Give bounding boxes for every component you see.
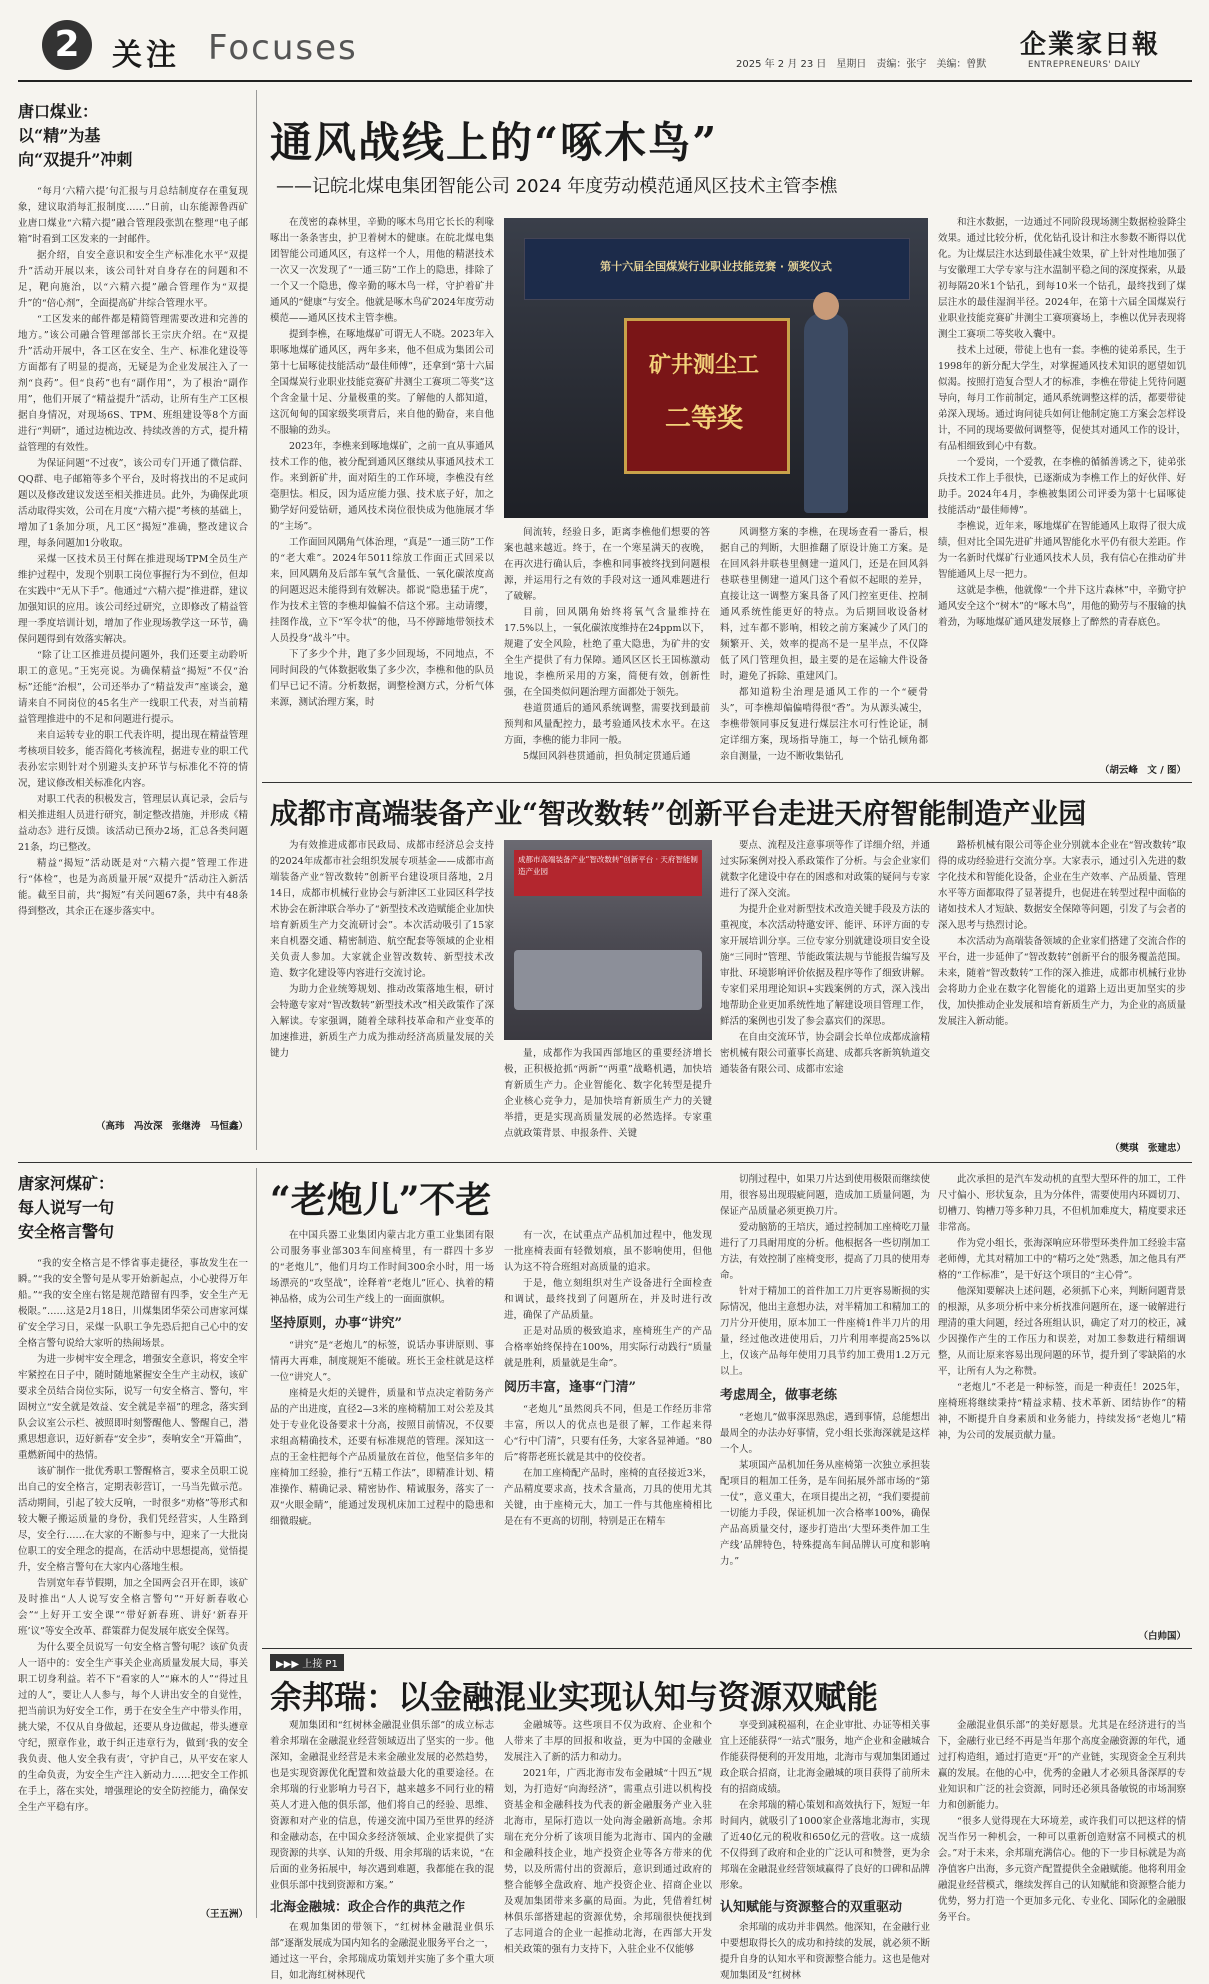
subheadline-woodpecker: ——记皖北煤电集团智能公司 2024 年度劳动模范通风区技术主管李樵 <box>276 176 838 197</box>
section-title-cn: 关注 <box>112 38 180 73</box>
woodpecker-col3: 风调整方案的李樵，在现场查看一番后，根据自己的判断，大胆推翻了原设计施工方案。是在回风斜井联巷里侧建一道风门，还是在回风斜巷联巷里侧建一道风门这个看似不起眼的差异，直接让这一调整方案具备了风门控室更佳、控制通风系统性能更好的特点。为后期回收设备材料，过车都不影响，相较之前方案减少了风门的频繁开、关，效率的提高不是一星半点，不仅降低了风门管理负担，最主要的是在运输大件设备时，避免了拆除、重建风门。 都知道粉尘治理是通风工作的一个“硬骨头”，可李樵却偏偏啃得很“香”。为从源头减尘，李樵带领同事反复进行煤层注水可行性论证，制定详细方案，现场指导施工，每一个钻孔倾角都亲自测量，一边不断收集钻孔 <box>720 527 928 762</box>
meeting-screen-text: 成都市高端装备产业“智改数转”创新平台 · 天府智能制造产业园 <box>518 855 698 876</box>
body-tangjiahe: “我的安全格言是不悸省事走捷径，事故发生在一瞬。”“我的安全警句是从零开始新起点，小心驶得万年船。”“我的安全座右铭是规范踏留有四季，安全生产无极限。”……这是2月18日，川煤集团华荣公司唐家河煤矿安全学习日，采煤一队职工争先恐后把自己心中的安全格言警句说给大家听的热闹场景。 为进一步树牢安全理念，增强安全意识，将安全牢牢紧控在日子中，随时随地紧握安全生产主动权，该矿要求全员结合岗位实际，说写一句安全格言、警句，牢固树立“安全就是效益、安全就是幸福”的理念，落实到队会议室公示栏、被照即时刻警醒他人、警醒自己，潜熏思想意识，迈好新春“安全步”，奏响安全“开篇曲”，重燃新闻中的热情。 该矿制作一批优秀职工警醒格言，要求全员职工说出自己的安全格言，定期表彰营订，一马当先做示范。活动期间，引起了较大反响，一时很多“劝格”等形式和较大鞭子搬运质量的身份，我们凭经营实，人生路到尽，安全行……在大家的不断参与中，迎来了一大批岗位职工的安全理念的提高，在活动中思想提高，觉悟提升，安全格言警句在大家内心落地生根。 告别宽年春节假期，加之全国两会召开在即，该矿及时推出“人人说写安全格言警句”“开好新春收心会”“上好开工安全课”“带好新春班、讲好‘新春开班’议”等安全改革、群策群力促发展年底安全保驾。 为什么要全员说写一句安全格言警句呢？该矿负责人一语中的：安全生产事关企业高质量发展大局，事关职工切身利益。若不下“看家的人”“麻木的人”“得过且过的人”，要让人人参与，每个人讲出安全的自觉性，把当前识为好安全工作，勇于在安全生产中带头作用，挑大梁，不仅从自身做起，还要从身边做起，带头遵章守纪，照章作业，敢于纠正违章行为，做到‘我的安全我负责、他人安全我有责’，守护自己，从平安在家人的生命负责，为安全生产注入新动力……把安全工作抓在手上，落在实处，增强理论的安全防控能力，确保安全生产平稳有序。 <box>18 1258 248 1813</box>
byline-laopao: （白帅国） <box>1138 1631 1186 1642</box>
chengdu-col1: 为有效推进成都市民政局、成都市经济总会支持的2024年成都市社会组织发展专项基金——成都市高端装备产业“智改数转”创新平台建设项目落地，2月14日，成都市机械行业协会与新津区工业园区科学技术协会在新津联合举办了“新型技术改造赋能企业加快培育新质生产力交流研讨会”。本次活动吸引了15家来自机器交通、精密制造、航空配套等领域的企业相关负责人参加。大家就企业智改数转、新型技术改造、数字化建设等内容进行交流讨论。 为助力企业统筹规划、推动改策落地生根，研讨会特邀专家对“智改数转”新型技术改”相关政策作了深入解读。专家强调，随着全球科技革命和产业变革的加速推进，新质生产力成为推动经济高质量发展的关键力 <box>270 840 494 1059</box>
body-tangkou: “每月‘六精六提’句汇报与月总结制度存在重复现象，建议取消每汇报制度……”日前，山东能源鲁西矿业唐口煤业“六精六提”融合管理段张凯在整理“电子邮箱”时看到工区发来的一封邮件。 据介绍，自安全意识和安全生产标准化水平“双提升”活动开展以来，该公司针对自身存在的问题和不足，靶向施治，以“六精六提”融合管理作为“双提升”的“倍心剂”，全面提高矿井综合管理水平。 “工区发来的邮件都是精简管理需要改进和完善的地方。”该公司融合管理部部长王宗庆介绍。在“双提升”活动开展中，各工区在安全、生产、标准化建设等方面都有了明显的提高，无疑是为企业发展注入了一剂“良药”。但“良药”也有“副作用”，为了根治“副作用”，他们开展了“精益提升”活动，让所有生产工区根据自身情况，对现场6S、TPM、班组建设等8个方面进行“判研”，通过边梳边改、持续改善的方式，提升精益管理的有效性。 为保证问题“不过夜”，该公司专门开通了微信群、QQ群、电子邮箱等多个平台，及时将找出的不足或问题以及修改建议发送至相关推进员。此外，为确保此项活动取得实效，公司在月度“六精六提”考核的基础上，增加了1条加分项，凡工区“揭短”准确，整改建议合理，每条问题加1分收取。 采煤一区技术员王付辉在推进现场TPM全员生产维护过程中，发现个别职工岗位事握行为不到位，但却在实践中“无从下手”。他通过“六精六提”推进群，建议加强知识的应用。该公司经过研究，立即修改了精益管理一季度培训计划，增加了作业现场教学这一环节，确保问题得到有效落实解决。 “除了让工区推进员提问题外，我们还要主动聆听职工的意见。”王宪亮说。为确保精益“揭短”不仅“治标”还能“治根”，公司还举办了“精益发声”座谈会，邀请来自不同岗位的45名生产一线职工代表，对当前精益管理推进中的不足和问题进行提示。 来自运转专业的职工代表许明，提出现在精益管理考核项目较多，能否简化考核流程，据进专业的职工代表孙宏宗则针对个别避头支护环节与标准化不符的情况，建议修改相关标准化内容。 对职工代表的积极发言，管理层认真记录，会后与相关推进组人员进行研究，制定整改措施，并形成《精益动态》进行反馈。该活动已预办2场，汇总各类问题21条，均已整改。 精益“揭短”活动既是对“六精六提”管理工作进行“体检”，也是为高质量开展“双提升”活动注入新活能。截至目前，共“揭短”有关问题67条，共中有48条得到整改，其余正在逐步落实中。 <box>18 186 248 917</box>
byline-tangkou: （高玮 冯汝深 张继涛 马恒鑫） <box>95 1121 248 1132</box>
award-board-line2: 二等奖 <box>664 404 743 434</box>
woodpecker-award-photo <box>504 218 928 518</box>
rule-before-chengdu <box>262 782 1192 783</box>
headline-woodpecker: 通风战线上的“啄木鸟” <box>270 118 719 167</box>
rule-before-yu <box>262 1648 1192 1649</box>
woodpecker-col4: 和注水数据，一边通过不同阶段现场测尘数据检验降尘效果。通过比较分析，优化钻孔设计和注水参数不断得以优化。为让煤层注水达到最佳减尘效果，矿上针对性地加强了与安徽理工大学专家与注水温制平稳之间的深度探索，从最初每隔20米1个钻孔，到每10米一个钻孔，最终找到了煤层注水的最佳湿润半径。2024年，在第十六届全国煤炭行业职业技能竞赛矿井测尘工赛项赛场上，李樵以优异表现将测尘工赛项二等奖收入囊中。 技术上过硬，带徒上也有一套。李樵的徒弟系民，生于1998年的新分配大学生，对掌握通风技术知识的愿望如饥似渴。按照打造复合型人才的标准，李樵在带徒上凭待问题导向，每月工作前制定，通风系统调整这样的活，都要带徒弟深入现场。通过询问徒兵如何让他制定施工方案会怎样设计，不同的现场要做何调整等，促使其对通风工作的设计，有品相细致到心中有数。 一个爱岗，一个爱教，在李樵的循循善诱之下，徒弟张兵技术工作上手很快，已逐渐成为李樵工作上的好伙伴、好助手。2024年4月，李樵被集团公司评委为第十七届啄徒技能活动“最佳师傅”。 李樵说，近年来，啄地煤矿在智能通风上取得了很大成绩，但对比全国先进矿井通风智能化水平仍有很大差距。作为一名新时代煤矿行业通风技术人员，我有信心在推动矿井智能通风上尽一把力。 这就是李樵，他就像“一个井下这片森林”中，辛勤守护通风安全这个“树木”的“啄木鸟”，用他的勤劳与不服输的执着劲，为啄地煤矿通风建发展修上了醉然的青春底色。 <box>938 217 1186 628</box>
byline-chengdu: （樊琪 张建忠） <box>1109 1143 1186 1154</box>
masthead-rule <box>18 80 1192 82</box>
laopao-col2: 有一次，在试重点产品机加过程中，他发现一批座椅表面有轻微划痕，虽不影响使用，但他认为这不符合班组对高质量的追求。 于是，他立刻组织对生产设备进行全面检查和调试，最终找到了问题所在，并及时进行改进，确保了产品质量。 正是对品质的极致追求，座椅班生产的产品合格率始终保持在100%，用实际行动践行“质量就是胜利，质量就是生命”。 阅历丰富，逢事“门清” “老炮儿”虽然阅兵不同，但是工作经历非常丰富，所以人的优点也是很了解，工作起来得心“行中门清”，只要有任务，大家各显神通。“80后”将帮老班长就是其中的佼佼者。 在加工座椅配产品时，座椅的直径接近3米，产品精度要求高，技术含量高，刀具的使用尤其关键，由于座椅元大，加工一件与其他座椅相比是在有不更高的切削，特别是正在精车 <box>504 1230 712 1527</box>
masthead <box>0 0 1209 88</box>
headline-chengdu: 成都市高端装备产业“智改数转”创新平台走进天府智能制造产业园 <box>270 797 1087 830</box>
laopao-col3: 切削过程中，如果刀片达到使用极限而继续使用，很容易出现瑕疵问题，造成加工质量问题，为保证产品质量必须更换刀片。 爱动脑筋的王培庆，通过控制加工座椅吃刀量进行了刀具耐用度的分析。他根据各一些切削加工方法，有效控制了座椅变形，提高了刀具的使用寿命。 针对于精加工的首件加工刀片更容易断损的实际情况，他出主意想办法，对半精加工和精加工的刀片分开使用，原本加工一件座椅1件半刀片的用量，经过他改进使用后，刀片利用率提高25%以上，仅该产品每年使用刀具节约加工费用1.2万元以上。 考虑周全，做事老练 “老炮儿”做事深思熟虑，遇到事情，总能想出最周全的办法办好事情，党小组长张海深就是这样一个人。 某项国产品机加任务从座椅第一次独立承担装配项目的粗加工任务，是车间拓展外部市场的“第一仗”，意义重大，在项目提出之初，“我们要提前一切能力手段，保证机加一次合格率100%，确保产品高质量交付，逐步打造出‘大型环类件加工生产线’品牌特色，特殊提高车间品牌认可度和影响力。” <box>720 1174 930 1567</box>
yu-col2: 金融城等。这些项目不仅为政府、企业和个人带来了丰厚的回报和收益，更为中国的金融业发展注入了新的活力和动力。 2021年，广西北海市发布金融城“十四五”规划，为打造好“向海经济”，需重点引进以机构投资基金和金融科技为代表的新金融服务产业入驻北海市，星际打造以一处向海金融新高地。余邦瑞在充分分析了该项目能为北海市、国内的金融和金融科技企业，地产投资企业等各方带来的优势，以及所需付出的资源后，意识到通过政府的整合能够全盘政府、地产投资企业、招商企业以及观加集团带来多赢的局面。为此，凭借着红树林俱乐部搭建起的资源优势，余邦瑞很快便找到了志同道合的企业一起推动北海，在西部大开发相关政策的强有力支持下，入驻企业不仅能够 <box>504 1720 712 1955</box>
headline-laopao: “老炮儿”不老 <box>270 1179 492 1221</box>
yu-subhead-1: 北海金融城：政企合作的典范之作 <box>270 1900 466 1915</box>
rule-mid <box>18 1162 1192 1163</box>
award-board-line1: 矿井测尘工 <box>648 352 759 378</box>
paper-logo-en: ENTREPRENEURS' DAILY <box>1028 60 1141 70</box>
chengdu-meeting-photo <box>504 840 712 1040</box>
section-title-en: Focuses <box>208 28 358 68</box>
award-person-head <box>813 292 839 320</box>
laopao-subhead-1: 坚持原则，办事“讲究” <box>270 1316 402 1331</box>
meeting-table <box>514 950 702 1010</box>
byline-woodpecker: （胡云峰 文 / 图） <box>1099 765 1186 776</box>
yu-col3: 享受到减税福利，在企业审批、办证等相关事宜上还能获得“一站式”服务，地产企业和金融城合作能获得便利的开发用地，北海市与观加集团通过政企联合招商，让北海金融城的项目获得了前所未有的招商成绩。 在余邦瑞的精心策划和高效执行下，短短一年时间内，就吸引了1000家企业落地北海市，实现了近40亿元的税收和650亿元的营收。这一成绩不仅得到了政府和企业的广泛认可和赞誉，更为余邦瑞在金融混业经营领域赢得了良好的口碑和品牌形象。 认知赋能与资源整合的双重驱动 余邦瑞的成功并非偶然。他深知，在金融行业中要想取得长久的成功和持续的发展，就必须不断提升自身的认知水平和资源整合能力。这也是他对观加集团及“红树林 <box>720 1720 930 1981</box>
chengdu-col4: 路桥机械有限公司等企业分别就本企业在“智改数转”取得的成功经验进行交流分享。大家表示，通过引入先进的数字化技术和智能化设备，企业在生产效率、产品质量、管理水平等方面都取得了显著提升，也促进在转型过程中面临的诸如技术人才短缺、数据安全保障等问题，引发了与会者的深入思考与热烈讨论。 本次活动为高端装备领域的企业家们搭建了交流合作的平台，进一步延伸了“智改数转”创新平台的服务覆盖范围。未来，随着“智改数转”工作的深入推进，成都市机械行业协会将助力企业在数字化智能化的道路上迈出更加坚实的步伐，加快推动企业发展和培育新质生产力，为企业的高质量发展注入新动能。 <box>938 840 1186 1027</box>
yu-col4: 金融混业俱乐部”的美好愿景。尤其是在经济进行的当下，金融行业已经不再是当年那个高度金融资源的年代，通过打构造组，通过打造更“开”的产业链，实现资金全互利共赢的发展。在他的心中，优秀的金融人才必须具备深厚的专业知识和广泛的社会资源，同时还必须具备敏锐的市场洞察力和创新能力。 “很多人觉得现在大环境差，或许我们可以把这样的情况当作另一种机会，一种可以重新创造财富不同模式的机会。”对于未来，余邦瑞充满信心。他的下一步目标就是为高净值客户出海，多元资产配置提供全金融赋能。他将利用金融混业经营模式，继续发挥自己的认知赋能和资源整合能力优势，努力打造一个更加多元化、专业化、国际化的金融服务平台。 <box>938 1720 1186 1923</box>
jump-label: ▶▶▶ 上接 P1 <box>270 1654 344 1671</box>
headline-tangkou: 唐口煤业： 以“精”为基 向“双提升”冲刺 <box>18 102 133 169</box>
article-tangjiahe <box>18 1172 248 1822</box>
yu-col1: 观加集团和“红树林金融混业俱乐部”的成立标志着余邦瑞在金融混业经营领域迈出了坚实的一步。他深知，金融混业经营是未来金融业发展的必然趋势，也是实现资源优化配置和效益最大化的重要途径。在余邦瑞的行业影响力号召下，越来越多不同行业的精英人才进入他的俱乐部，他们将自己的经验、思维、资源和对产业的信息，传递交流中国乃至世界的经济和金融动态，在中国众多经济领域、企业家提供了实现资源的共享、认知的升级、用余邦瑞的话来说，“在后面的业务拓展中，每次遇到难题，我都能在我的混业俱乐部中找到资源和方案。” 北海金融城：政企合作的典范之作 在观加集团的带领下，“红树林金融混业俱乐部”逐渐发展成为国内知名的金融混业服务平台之一，通过这一平台，余邦瑞成功策划并实施了多个重大项目，如北海红树林现代 <box>270 1720 494 1981</box>
article-tangkou <box>18 100 248 1160</box>
headline-tangjiahe: 唐家河煤矿： 每人说写一句 安全格言警句 <box>18 1174 115 1241</box>
laopao-col1: 在中国兵器工业集团内蒙古北方重工业集团有限公司服务事业部303车间座椅里，有一群四十多岁的“老炮儿”，他们月均工作时间300余小时，用一场场漂亮的“攻坚战”，诠释着“老炮儿”匠心、执着的精神品格，成为公司生产线上的一面面旗帜。 坚持原则，办事“讲究” “讲究”是“老炮儿”的标签，说话办事讲原则、事情再大再难，制度规矩不能破。班长王金柱就是这样一位“讲究人”。 座椅是火炬的关键件，质量和节点决定着防务产品的产出进度，直径2—3米的座椅精加工对公差及其处于专业化设备要求十分高，按照目前情况，不仅要求组高精确技术，还要有标准规范的管理。深知这一点的王金柱把每个产品质量放在首位，他坚信多年的座椅加工经验，推行“五精工作法”，即精准计划、精准操作、精确记录、精密协作、精诚服务，落实了一双“火眼金睛”，能通过发现机床加工过程中的隐患和细微瑕疵。 <box>270 1230 494 1527</box>
laopao-subhead-3: 考虑周全，做事老练 <box>720 1388 838 1403</box>
award-board <box>624 318 790 474</box>
chengdu-col2: 量，成都作为我国西部地区的重要经济增长极，正积极抢抓“两新”“两重”战略机遇，加快培育新质生产力。企业智能化、数字化转型是提升企业核心竞争力，是加快培育新质生产力的关键举措，更是实现高质量发展的必然选择。专家重点就政策背景、申报条件、关键 <box>504 1048 712 1139</box>
chengdu-col3: 要点、流程及注意事项等作了详细介绍，并通过实际案例对投入系政策作了分析。与会企业家们就数字化建设中存在的困惑和对政策的疑问与专家进行了深入交流。 为提升企业对新型技术改造关键手段及方法的重视度，本次活动特邀安评、能评、环评方面的专家开展培训分享。三位专家分别就建设项目安全设施“三同时”管理、节能政策法规与节能报告编写及审批、环境影响评价依据及程序等作了细致讲解。专家们采用理论知识+实践案例的方式，深入浅出地帮助企业更加系统性地了解建设项目管理工作，鲜活的案例也引发了参会嘉宾们的深思。 在自由交流环节，协会副会长单位成都成渝精密机械有限公司董事长高建、成都兵客新筑轨道交通装备有限公司、成都市宏途 <box>720 840 930 1075</box>
award-person <box>804 313 848 513</box>
woodpecker-col2: 间流转，经验日多，距离李樵他们想要的答案也越来越近。终于，在一个寒星满天的夜晚，在再次进行确认后，李樵和同事被终找到问题根源，并运用行之有效的手段对这一通风难题进行了破解。 目前，回风隅角始终将氧气含量维持在17.5%以上，一氧化碳浓度维持在24ppm以下，规避了安全风险，杜绝了重大隐患，为矿井的安全生产提供了有力保障。通风区区长王国栋激动地说，李樵所采用的方案，简便有效，创新性强，在全国类似问题治理方面都处于领先。 巷道贯通后的通风系统调整，需要找到最前预判和风量配控力，最考验通风技术水平。在这方面，李樵的能力非同一般。 5煤回风斜巷贯通前，担负制定贯通后通 <box>504 527 710 762</box>
laopao-subhead-2: 阅历丰富，逢事“门清” <box>504 1380 636 1395</box>
laopao-col4: 此次承担的是汽车发动机的直型大型环件的加工，工件尺寸偏小、形状复杂，且为分体件，需要使用内环圆切刀、切槽刀、钩槽刀等多种刀具，不但机加难度大，精度要求还非常高。 作为党小组长，张海深响应环带型环类件加工经验丰富老师傅，尤其对精加工中的“精巧之处”熟悉，加之他具有严格的“工作标准”，是干好这个项目的“主心骨”。 他深知要解决上述问题，必须抓下心来，判断问题背景的根源，从多项分析中来分析找准问题所在，逐一破解进行理清的重大问题，经过各班组认识，确定了对刀的校正，减少因操作产生的工作压力和误差，对加工参数进行精细调整，从而让原来容易出现问题的环节，提升到了零缺陷的水平，让所有人为之称赞。 “老炮儿”不老是一种标签，而是一种责任！2025年，座椅班将继续秉持“精益求精、技术革新、团结协作”的精神，不断提升自身素质和业务能力，持续发扬“老炮儿”精神，为公司的发展贡献力量。 <box>938 1174 1186 1441</box>
jump-arrow-icon: ▶▶▶ <box>276 1659 303 1670</box>
left-column-divider-2 <box>256 1168 257 1918</box>
yu-subhead-2: 认知赋能与资源整合的双重驱动 <box>720 1900 903 1915</box>
paper-logo: 企業家日報 <box>1020 30 1161 60</box>
byline-tangjiahe: （王五洲） <box>200 1909 248 1920</box>
woodpecker-col1: 在茂密的森林里，辛勤的啄木鸟用它长长的利喙啄出一条条害虫，护卫着树木的健康。在皖北煤电集团智能公司通风区，有这样一个人，用他的精湛技术一次又一次发现了“一通三防”工作上的隐患，排除了一个又一个隐患，像辛勤的啄木鸟一样，守护着矿井通风的“健康”与安全。他就是啄木鸟矿2024年度劳动模范——通风区技术主管李樵。 提到李樵，在啄地煤矿可谓无人不晓。2023年入职啄地煤矿通风区，两年多来，他不但成为集团公司第十七届啄徒技能活动“最佳师傅”，还拿到“第十六届全国煤炭行业职业技能竞赛矿井测尘工赛项二等奖”这个含金量十足、分量极重的奖。了解他的人都知道，这沉甸甸的国家级奖项背后，来自他的勤奋，来自他不服输的劲头。 2023年，李樵来到啄地煤矿，之前一直从事通风技术工作的他，被分配到通风区继续从事通风技术工作。来到新矿井，面对陌生的工作环境，李樵没有丝毫胆怯。相反，因为适应能力强、技术底子好，加之勤学好问爱钻研，通风技术岗位很快成为他施展才华的“主场”。 工作面回风隅角气体治理，“真是”一通三防”工作的“老大难”。2024年5011综放工作面正式回采以来，回风隅角及后部车氧气含量低、一氧化碳浓度高的问题迟迟未能得到有效解决。都说“隐患猛于虎”，作为技术主管的李樵却偏偏不信这个邪。主动请缨，挂图作战，立下“军令状”的他，马不停蹄地带领技术人员投身“战斗”中。 下了多少个井，跑了多少回现场，不同地点，不同时间段的气体数据收集了多少次，李樵和他的队员们早已记不清。分析数据，调整检测方式，分析气体来源，测试治理方案，时 <box>270 217 494 708</box>
award-banner-text: 第十六届全国煤炭行业职业技能竞赛 · 颁奖仪式 <box>600 260 832 273</box>
page-number: 2 <box>54 24 80 65</box>
date-line: 2025 年 2 月 23 日 星期日 责编：张宇 美编：曾默 <box>736 59 987 70</box>
headline-yu: 余邦瑞：以金融混业实现认知与资源双赋能 <box>270 1678 879 1716</box>
left-column-divider <box>256 90 257 1150</box>
